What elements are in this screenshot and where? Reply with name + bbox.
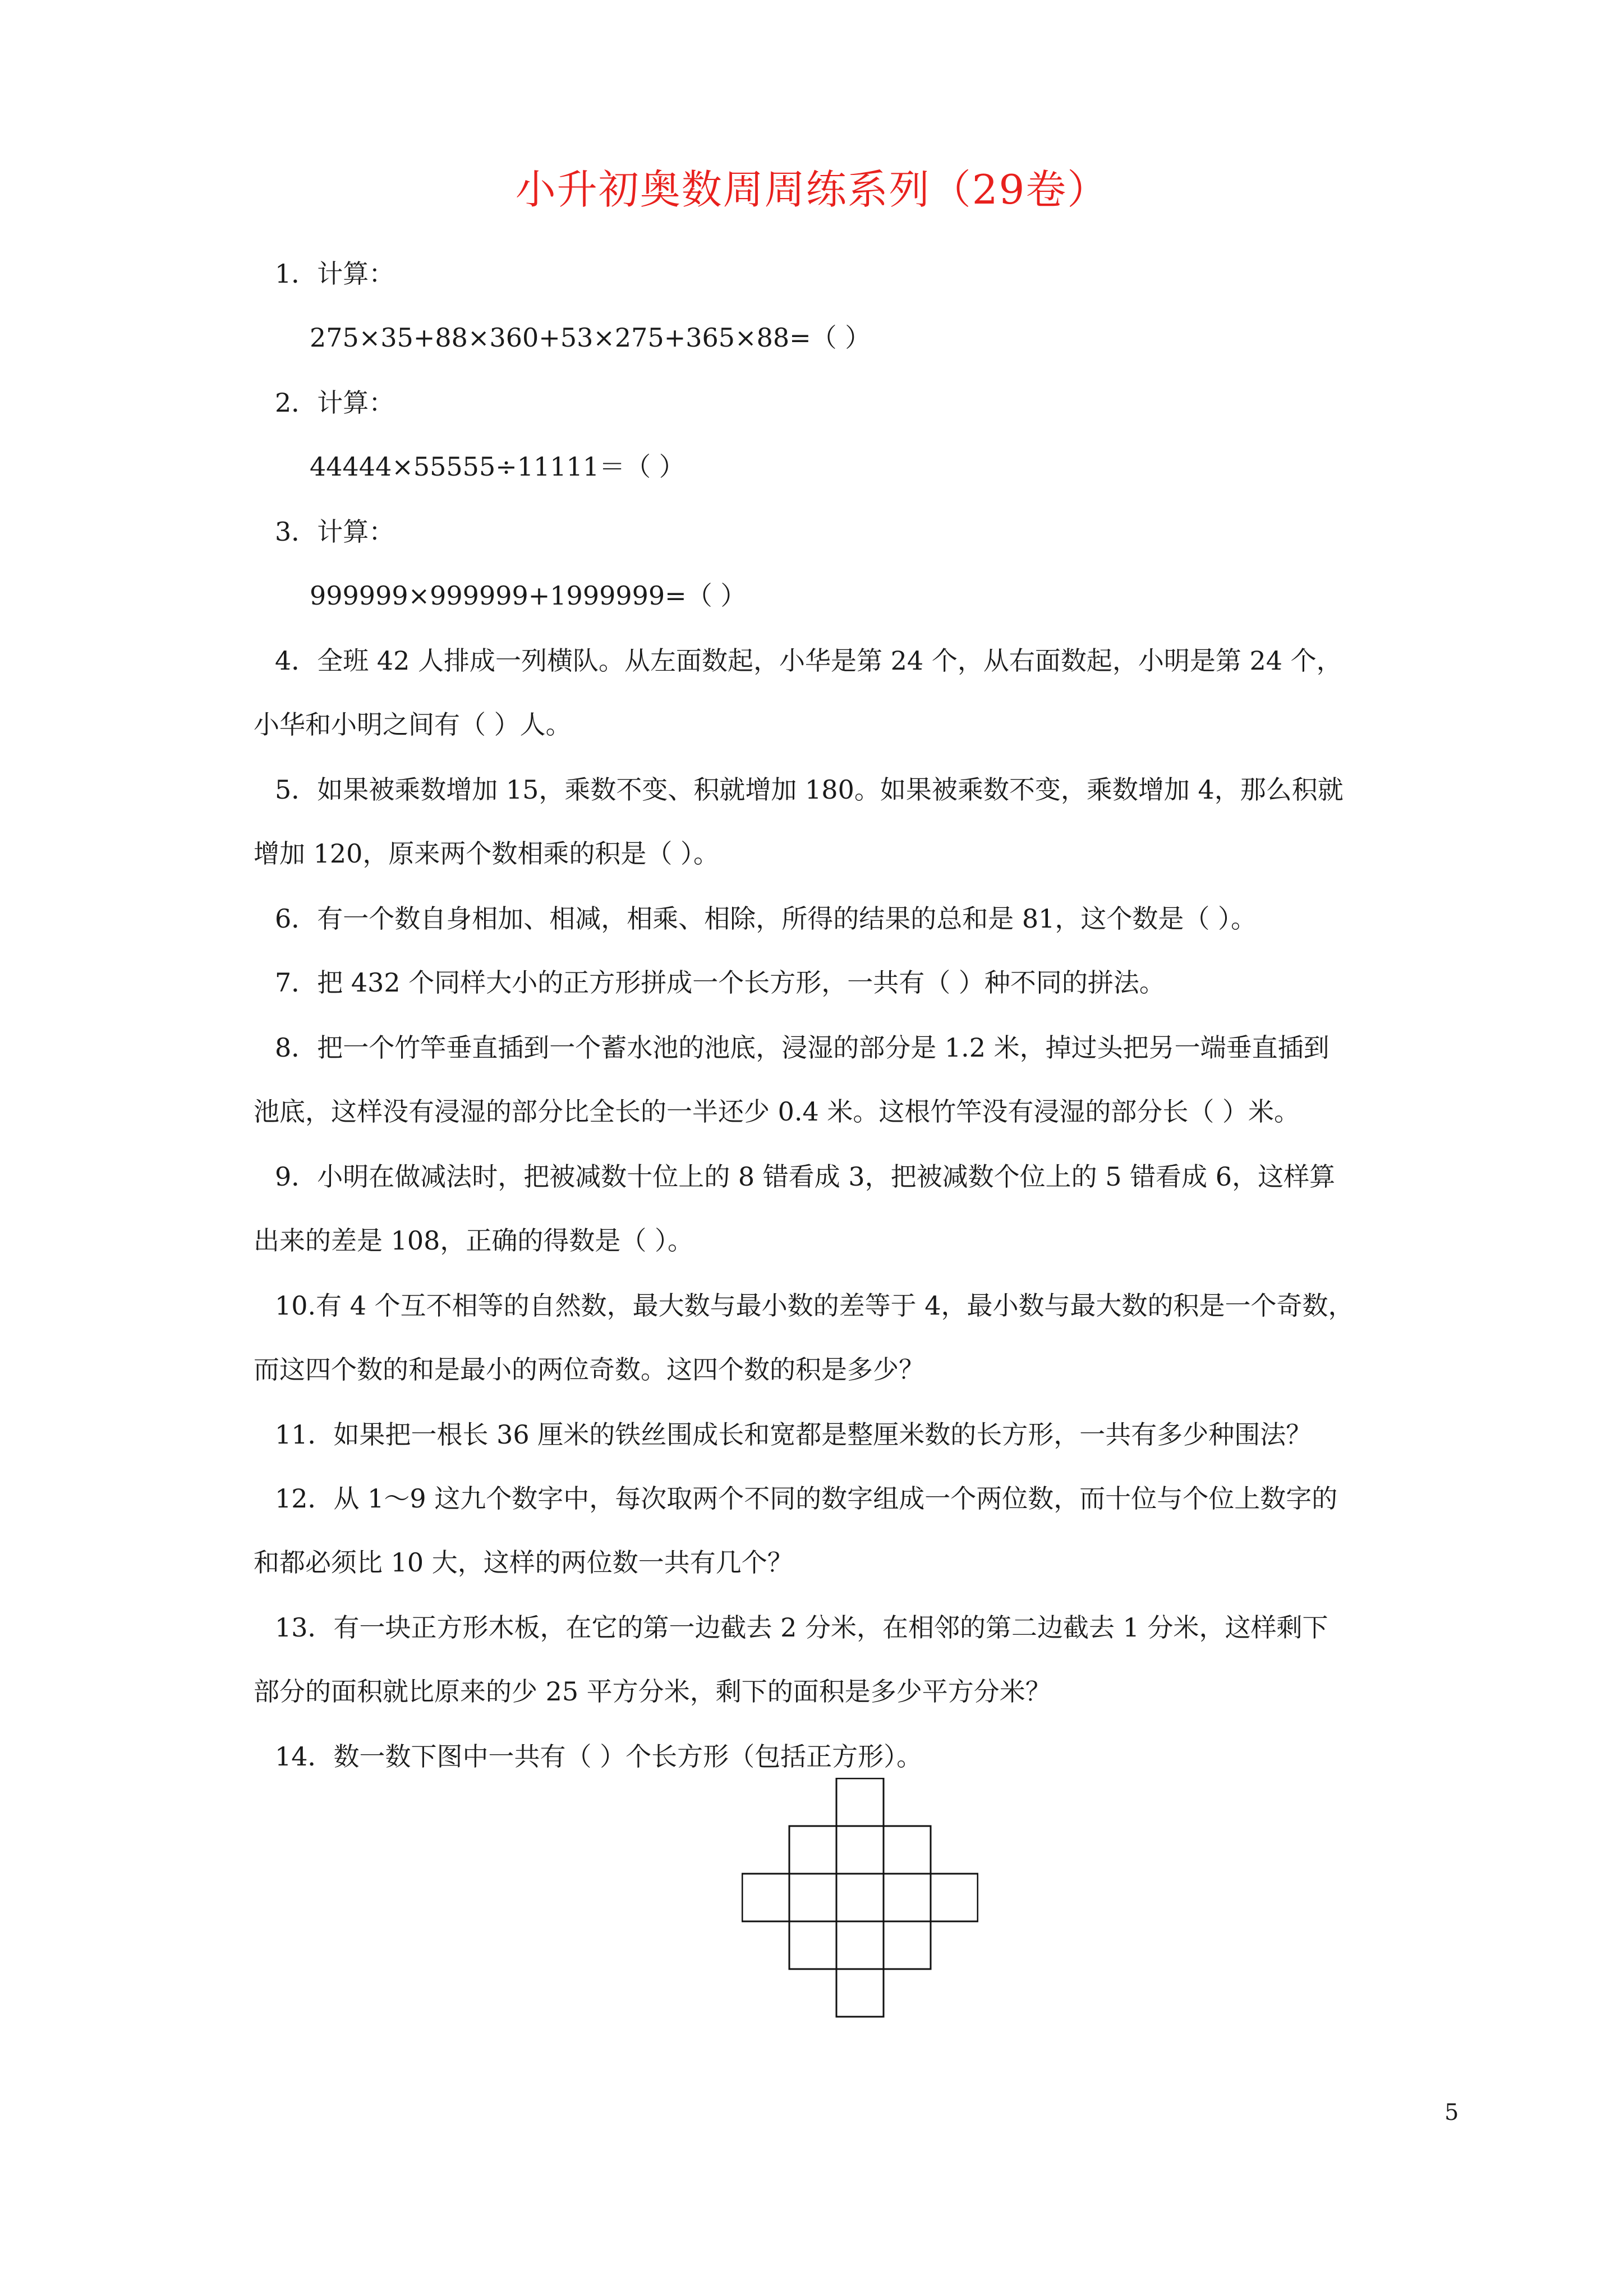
question-7-line-1: 7．把 432 个同样大小的正方形拼成一个长方形，一共有（ ）种不同的拼法。: [275, 967, 1165, 998]
question-3-expression: 999999×999999+1999999=（ ）: [310, 580, 747, 611]
grid-cell: [789, 1921, 836, 1969]
grid-cell: [884, 1826, 931, 1874]
question-8-line-2: 池底，这样没有浸湿的部分比全长的一半还少 0.4 米。这根竹竿没有浸湿的部分长（ ）米。: [254, 1096, 1300, 1127]
question-12-line-2: 和都必须比 10 大，这样的两位数一共有几个？: [254, 1547, 793, 1578]
question-2-heading: 2．计算：: [275, 388, 395, 418]
grid-cell: [742, 1874, 789, 1921]
question-4-line-2: 小华和小明之间有（ ）人。: [254, 709, 572, 740]
question-2-expression: 44444×55555÷11111＝（ ）: [310, 451, 685, 482]
grid-cell: [789, 1874, 836, 1921]
question-5-line-1: 5．如果被乘数增加 15，乘数不变、积就增加 180。如果被乘数不变，乘数增加 4，那么积就: [275, 774, 1344, 805]
question-3-heading: 3．计算：: [275, 517, 395, 547]
question-6-line-1: 6．有一个数自身相加、相减，相乘、相除，所得的结果的总和是 81，这个数是（ ）。: [275, 903, 1257, 934]
question-12-line-1: 12．从 1～9 这九个数字中，每次取两个不同的数字组成一个两位数，而十位与个位上数字的: [275, 1483, 1338, 1514]
grid-cell: [836, 1969, 884, 2017]
grid-cell: [789, 1826, 836, 1874]
page-title: 小升初奥数周周练系列（29卷）: [515, 166, 1109, 213]
question-5-line-2: 增加 120，原来两个数相乘的积是（ ）。: [254, 838, 720, 869]
question-13-line-1: 13．有一块正方形木板，在它的第一边截去 2 分米，在相邻的第二边截去 1 分米，这样剩下: [275, 1612, 1328, 1643]
question-11-line-1: 11．如果把一根长 36 厘米的铁丝围成长和宽都是整厘米数的长方形，一共有多少种围法？: [275, 1419, 1312, 1450]
question-9-line-1: 9．小明在做减法时，把被减数十位上的 8 错看成 3，把被减数个位上的 5 错看成 6，这样算: [275, 1161, 1336, 1192]
question-13-line-2: 部分的面积就比原来的少 25 平方分米，剩下的面积是多少平方分米？: [254, 1676, 1051, 1707]
question-1-heading: 1．计算：: [275, 259, 395, 289]
grid-cell: [884, 1921, 931, 1969]
question-1-expression: 275×35+88×360+53×275+365×88=（ ）: [310, 322, 871, 353]
question-8-line-1: 8．把一个竹竿垂直插到一个蓄水池的池底，浸湿的部分是 1.2 米，掉过头把另一端垂直插到: [275, 1032, 1329, 1063]
question-9-line-2: 出来的差是 108，正确的得数是（ ）。: [254, 1225, 694, 1256]
square-grid-figure: [742, 1778, 978, 2020]
grid-cell: [931, 1874, 978, 1921]
grid-cell: [884, 1874, 931, 1921]
question-4-line-1: 4．全班 42 人排成一列横队。从左面数起，小华是第 24 个，从右面数起，小明是第 24 个，: [275, 646, 1342, 676]
page-number: 5: [1444, 2100, 1459, 2126]
question-14-line-1: 14．数一数下图中一共有（ ）个长方形（包括正方形）。: [275, 1741, 923, 1772]
grid-cell: [836, 1921, 884, 1969]
question-10-line-2: 而这四个数的和是最小的两位奇数。这四个数的积是多少？: [254, 1354, 924, 1385]
grid-cell: [836, 1874, 884, 1921]
grid-cell: [836, 1826, 884, 1874]
question-10-line-1: 10.有 4 个互不相等的自然数，最大数与最小数的差等于 4，最小数与最大数的积是一个奇数，: [275, 1290, 1354, 1321]
grid-cell: [836, 1778, 884, 1826]
